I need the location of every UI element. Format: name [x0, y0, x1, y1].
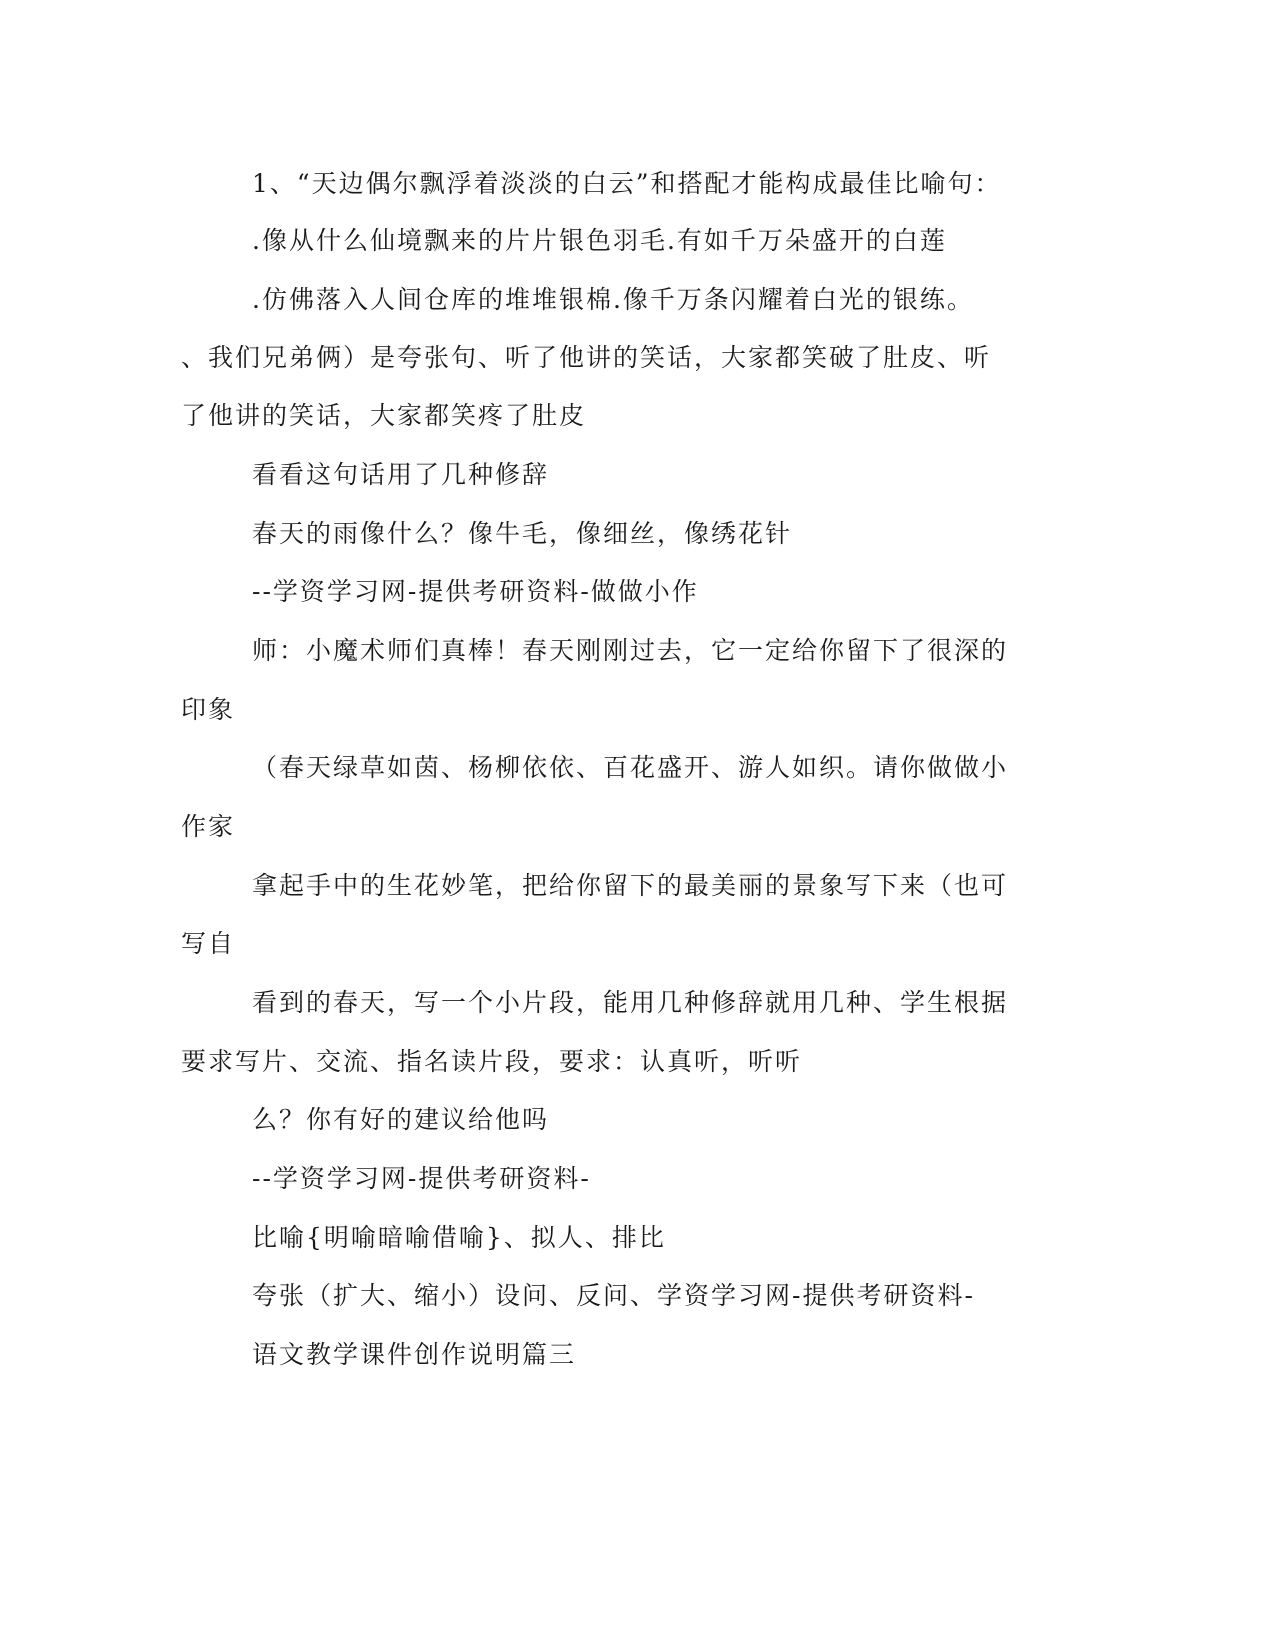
text-line-14: 写自 [181, 929, 236, 958]
text-line-15: 看到的春天，写一个小片段，能用几种修辞就用几种、学生根据 [252, 988, 1009, 1017]
text-line-13: 拿起手中的生花妙笔，把给你留下的最美丽的景象写下来（也可 [252, 871, 1009, 900]
text-line-2: .像从什么仙境飘来的片片银色羽毛.有如千万朵盛开的白莲 [252, 226, 947, 255]
text-line-4: 、我们兄弟俩）是夸张句、听了他讲的笑话，大家都笑破了肚皮、听 [181, 343, 992, 372]
text-line-5: 了他讲的笑话，大家都笑疼了肚皮 [181, 401, 587, 430]
text-line-3: .仿佛落入人间仓库的堆堆银棉.像千万条闪耀着白光的银练。 [252, 285, 974, 314]
text-line-9: 师：小魔术师们真棒！春天刚刚过去，它一定给你留下了很深的 [252, 636, 1009, 665]
text-line-19: 比喻{明喻暗喻借喻}、拟人、排比 [252, 1223, 666, 1252]
text-line-7: 春天的雨像什么？像牛毛，像细丝，像绣花针 [252, 519, 793, 548]
text-line-21: 语文教学课件创作说明篇三 [252, 1340, 577, 1369]
text-line-12: 作家 [181, 812, 236, 841]
text-line-6: 看看这句话用了几种修辞 [252, 460, 550, 489]
text-line-11: （春天绿草如茵、杨柳依依、百花盛开、游人如织。请你做做小 [252, 753, 1009, 782]
text-line-16: 要求写片、交流、指名读片段，要求：认真听，听听 [181, 1047, 803, 1076]
text-line-1: 1、“天边偶尔飘浮着淡淡的白云”和搭配才能构成最佳比喻句： [252, 169, 1002, 198]
text-line-17: 么？你有好的建议给他吗 [252, 1105, 550, 1134]
text-line-10: 印象 [181, 695, 236, 724]
text-line-18: --学资学习网-提供考研资料- [252, 1164, 591, 1193]
text-line-8: --学资学习网-提供考研资料-做做小作 [252, 577, 699, 606]
text-line-20: 夸张（扩大、缩小）设问、反问、学资学习网-提供考研资料- [252, 1281, 975, 1310]
